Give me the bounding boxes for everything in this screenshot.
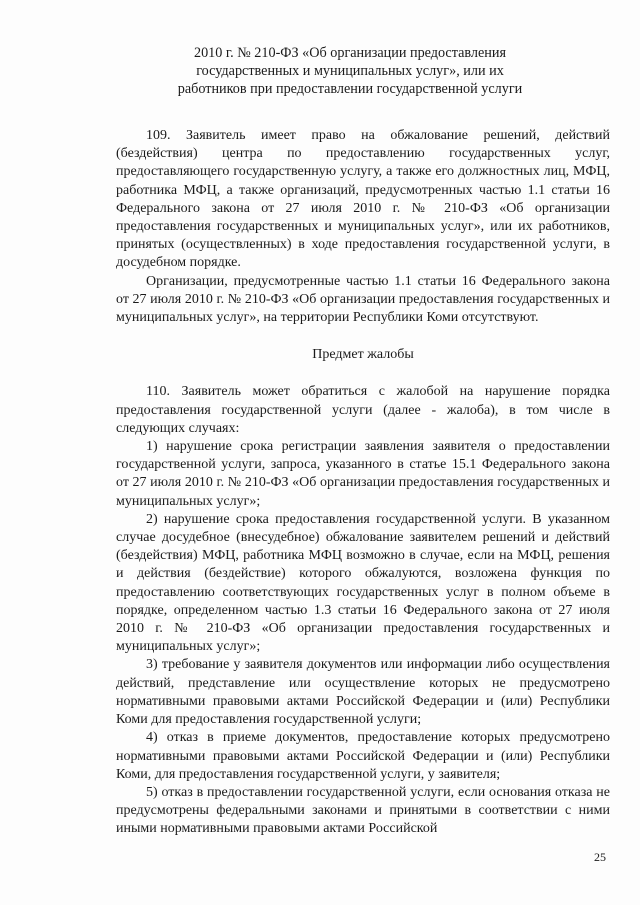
section-title: Предмет жалобы: [312, 347, 414, 363]
list-item-1: 1) нарушение срока регистрации заявления заявителя о предоставлении государственной услуги, запроса, указанного в статье 15.1 Федерального закона от 27 июля 2010 г. № 210-ФЗ «Об организации предоставления государственных и муниципальных услуг»;: [116, 439, 610, 509]
list-item-3: 3) требование у заявителя документов или информации либо осуществления действий, представление или осуществление которых не предусмотрено нормативными правовыми актами Российской Федерации и (или) Республики Коми для предоставления государственной услуги;: [116, 657, 610, 728]
paragraph-109: 109. Заявитель имеет право на обжалование решений, действий (бездействия) центра по предоставлению государственных услуг, предоставляющего государственную услугу, а также его должностных лиц, МФЦ, работника МФЦ, а также организаций, предусмотренных частью 1.1 статьи 16 Федерального закона от 27 июля 2010 г. № 210-ФЗ «Об организации предоставления государственных и муниципальных услуг», или их работников, принятых (осуществленных) в ходе предоставления государственной услуги, в досудебном порядке.: [116, 128, 610, 271]
page-number: 25: [594, 850, 606, 864]
list-item-5: 5) отказ в предоставлении государственной услуги, если основания отказа не предусмотрены федеральными законами и принятыми в соответствии с ними иными нормативными правовыми актами Российской: [116, 784, 610, 837]
page-header: [150, 44, 550, 98]
header-line-1: 2010 г. № 210-ФЗ «Об организации предоставления: [193, 45, 507, 61]
paragraph-organizations: Организации, предусмотренные частью 1.1 статьи 16 Федерального закона от 27 июля 2010 г. № 210-ФЗ «Об организации предоставления государственных и муниципальных услуг», на территории Республики Коми отсутствуют.: [116, 273, 610, 326]
header-line-2: государственных и муниципальных услуг», или их: [196, 63, 504, 79]
list-item-4: 4) отказ в приеме документов, предоставление которых предусмотрено нормативными правовыми актами Российской Федерации и (или) Республики Коми, для предоставления государственной услуги, у заявителя;: [116, 730, 610, 782]
header-line-3: работников при предоставлении государственной услуги: [177, 81, 523, 97]
paragraph-110: 110. Заявитель может обратиться с жалобой на нарушение порядка предоставления государственной услуги (далее - жалоба), в том числе в следующих случаях:: [116, 384, 610, 436]
document-body: [116, 127, 610, 839]
list-item-2: 2) нарушение срока предоставления государственной услуги. В указанном случае досудебное (внесудебное) обжалование заявителем решений и действий (бездействия) МФЦ, работника МФЦ возможно в случае, если на МФЦ, решения и действия (бездействие) которого обжалуются, возложена функция по предоставлению соответствующих государственных услуг в полном объеме в порядке, определенном частью 1.3 статьи 16 Федерального закона от 27 июля 2010 г. № 210-ФЗ «Об организации предоставления государственных и муниципальных услуг»;: [116, 511, 610, 655]
